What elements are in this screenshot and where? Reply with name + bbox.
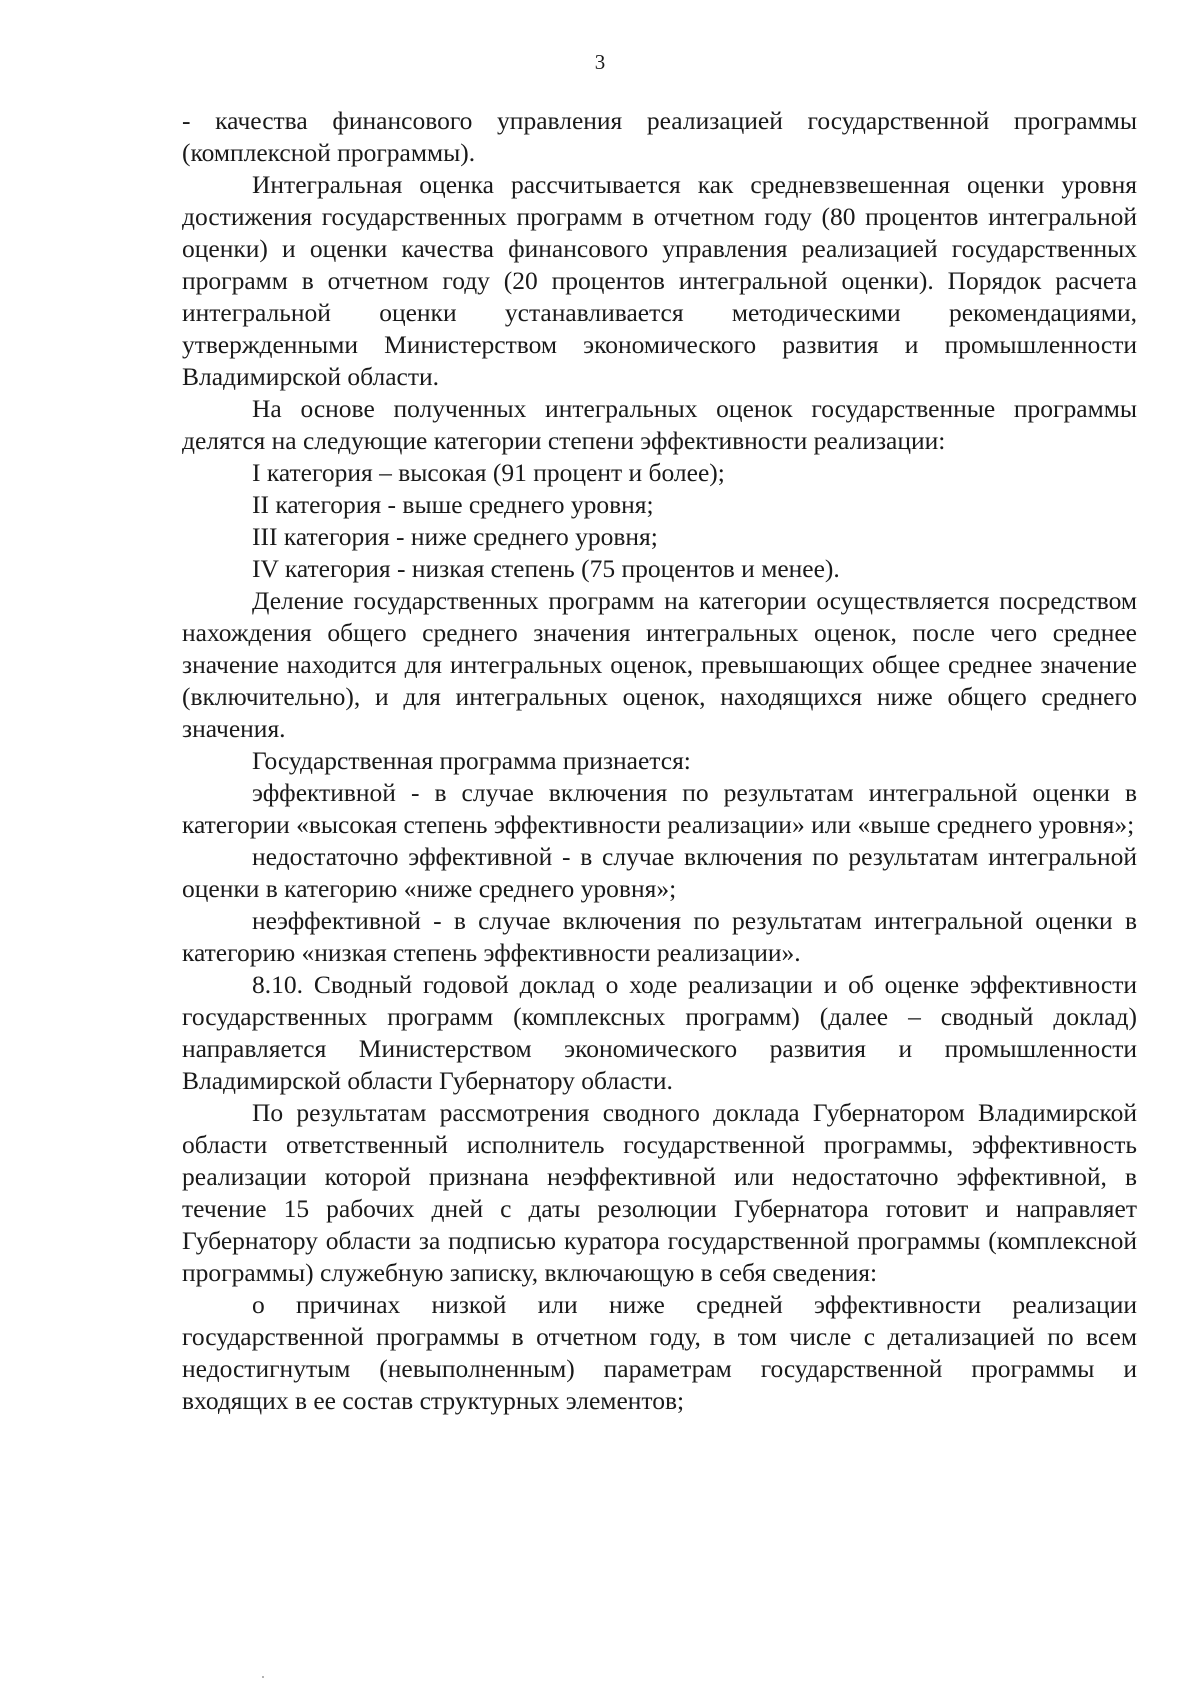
- list-item: I категория – высокая (91 процент и более);: [252, 458, 725, 487]
- paragraph: - качества финансового управления реализацией государственной программы (комплексной программы).: [182, 106, 1137, 167]
- paragraph: Государственная программа признается:: [252, 746, 691, 775]
- list-item: III категория - ниже среднего уровня;: [252, 522, 658, 551]
- paragraph: неэффективной - в случае включения по результатам интегральной оценки в категорию «низкая степень эффективности реализации».: [182, 906, 1137, 967]
- list-item: II категория - выше среднего уровня;: [252, 490, 654, 519]
- document-body: [182, 105, 1137, 1417]
- list-item: IV категория - низкая степень (75 процентов и менее).: [252, 554, 840, 583]
- scan-speck: [262, 1676, 264, 1678]
- paragraph: о причинах низкой или ниже средней эффективности реализации государственной программы в отчетном году, в том числе с детализацией по всем недостигнутым (невыполненным) параметрам государственной программы и входящих в ее состав структурных элементов;: [182, 1290, 1137, 1415]
- paragraph: На основе полученных интегральных оценок государственные программы делятся на следующие категории степени эффективности реализации:: [182, 394, 1137, 455]
- paragraph: По результатам рассмотрения сводного доклада Губернатором Владимирской области ответственный исполнитель государственной программы, эффективность реализации которой признана неэффективной или недостаточно эффективной, в течение 15 рабочих дней с даты резолюции Губернатора готовит и направляет Губернатору области за подписью куратора государственной программы (комплексной программы) служебную записку, включающую в себя сведения:: [182, 1098, 1137, 1287]
- paragraph: 8.10. Сводный годовой доклад о ходе реализации и об оценке эффективности государственных программ (комплексных программ) (далее – сводный доклад) направляется Министерством экономического развития и промышленности Владимирской области Губернатору области.: [182, 970, 1137, 1095]
- paragraph: недостаточно эффективной - в случае включения по результатам интегральной оценки в категорию «ниже среднего уровня»;: [182, 842, 1137, 903]
- paragraph: Интегральная оценка рассчитывается как средневзвешенная оценки уровня достижения государственных программ в отчетном году (80 процентов интегральной оценки) и оценки качества финансового управления реализацией государственных программ в отчетном году (20 процентов интегральной оценки). Порядок расчета интегральной оценки устанавливается методическими рекомендациями, утвержденными Министерством экономического развития и промышленности Владимирской области.: [182, 170, 1137, 391]
- paragraph: эффективной - в случае включения по результатам интегральной оценки в категории «высокая степень эффективности реализации» или «выше среднего уровня»;: [182, 778, 1137, 839]
- page-number: 3: [594, 50, 606, 74]
- paragraph: Деление государственных программ на категории осуществляется посредством нахождения общего среднего значения интегральных оценок, после чего среднее значение находится для интегральных оценок, превышающих общее среднее значение (включительно), и для интегральных оценок, находящихся ниже общего среднего значения.: [182, 586, 1137, 743]
